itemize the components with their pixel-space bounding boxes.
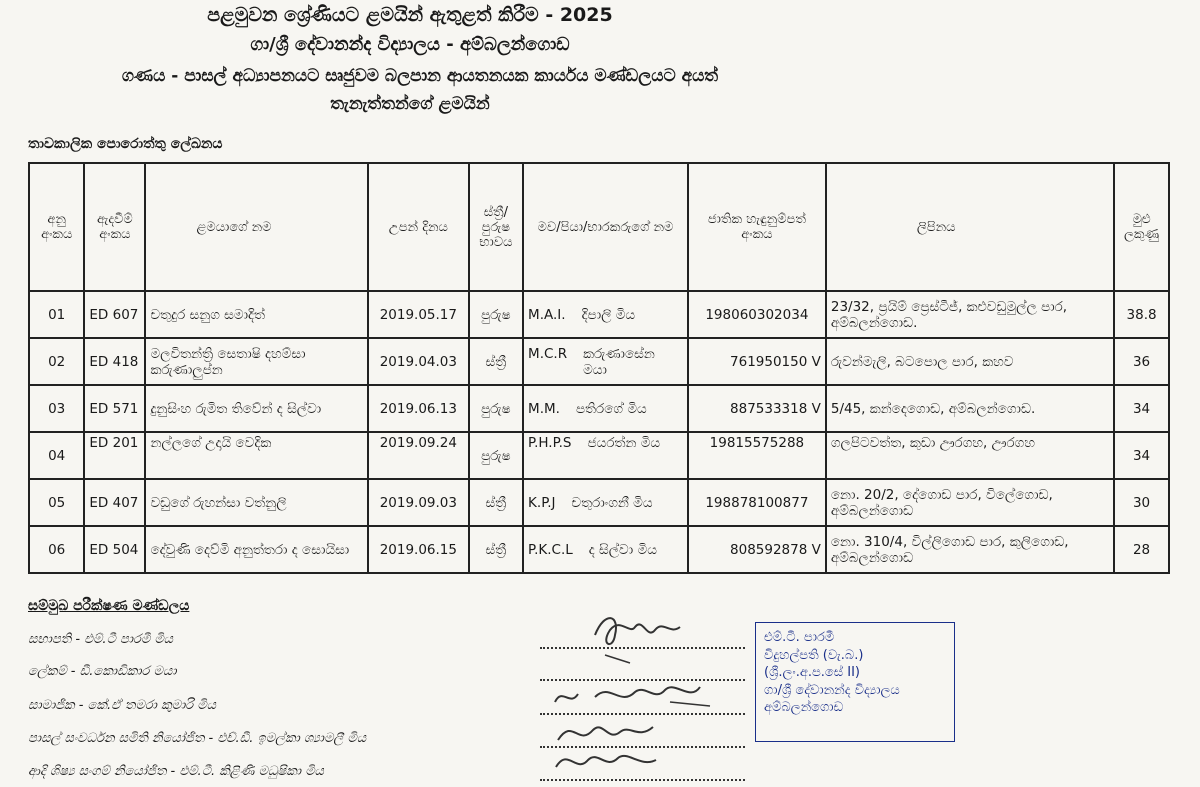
table-row xyxy=(29,432,1169,479)
cell-nic: 198060302034 xyxy=(688,291,826,338)
cell-no: 06 xyxy=(29,526,84,573)
parent-name: දිපාලි මිය xyxy=(581,306,636,323)
panel-title: සම්මුඛ පරීක්ෂණ මණ්ඩලය xyxy=(28,598,190,614)
cell-name: චතුදුර සනුග සමාදිත් xyxy=(145,291,368,338)
cell-name: දේවුණි දෙව්මි අනුත්තරා ද සොයිසා xyxy=(145,526,368,573)
header-parent: මව/පියා/භාරකරුගේ නම xyxy=(523,163,688,291)
parent-initials: P.K.C.L xyxy=(528,541,573,558)
cell-marks: 38.8 xyxy=(1114,291,1169,338)
panel-alumni-rep: ආදි ශිෂ්‍ය සංගම් නියෝජිත - එම්.ටී. කිළිණි මධුෂිකා මිය xyxy=(28,764,324,779)
cell-no: 05 xyxy=(29,479,84,526)
stamp-line: (ශ්‍රී.ලං.අ.ප.සේ II) xyxy=(764,665,860,681)
cell-adm: ED 504 xyxy=(84,526,145,573)
cell-no: 04 xyxy=(29,432,84,479)
cell-parent xyxy=(523,385,688,432)
cell-parent xyxy=(523,291,688,338)
parent-name: චතුරාංගනී මිය xyxy=(571,494,653,511)
doc-title: පළමුවන ශ්‍රේණියට ළමයින් ඇතුළත් කිරීම - 2025 xyxy=(207,4,613,26)
parent-initials: K.P.J xyxy=(528,494,556,511)
waiting-list-table xyxy=(28,162,1170,574)
cell-marks: 36 xyxy=(1114,338,1169,385)
principal-stamp xyxy=(755,622,955,742)
table-row xyxy=(29,479,1169,526)
category-line-2: තැනැත්තන්ගේ ළමයින් xyxy=(330,94,490,114)
header-adm: ඇදවීම් අංකය xyxy=(84,163,145,291)
signature-member xyxy=(550,672,720,717)
cell-dob: 2019.09.03 xyxy=(368,479,469,526)
parent-name: ද සිල්වා මිය xyxy=(588,541,657,558)
cell-address: 23/32, ප්‍රයිම් ප්‍රෙස්ටීජ්, කළුවඩුමුල්ල පාර, අම්බලන්ගොඩ. xyxy=(826,291,1114,338)
parent-initials: M.M. xyxy=(528,400,560,417)
cell-dob: 2019.09.24 xyxy=(368,432,469,479)
parent-name: පතිරගේ මිය xyxy=(575,400,647,417)
cell-address: 5/45, කන්දෙගොඩ, අම්බලන්ගොඩ. xyxy=(826,385,1114,432)
cell-name: දුනුසිංහ රුමිත තිවේන් ද සිල්වා xyxy=(145,385,368,432)
cell-adm: ED 571 xyxy=(84,385,145,432)
cell-dob: 2019.06.13 xyxy=(368,385,469,432)
cell-adm: ED 201 xyxy=(84,432,145,479)
cell-adm: ED 418 xyxy=(84,338,145,385)
cell-parent xyxy=(523,479,688,526)
panel-sdc-rep: පාසල් සංවර්ධන සමිති නියෝජිත - එච්.ඩී. ඉමල්කා ශ්‍යාමලී මිය xyxy=(28,731,367,746)
cell-sex: පුරුෂ xyxy=(469,385,523,432)
cell-no: 03 xyxy=(29,385,84,432)
header-nic: ජාතික හැඳුනුම්පත් අංකය xyxy=(688,163,826,291)
cell-marks: 30 xyxy=(1114,479,1169,526)
cell-name: මලවිතන්ත්‍රි සෙතාෂි දහම්සා කරුණාලුප්න xyxy=(145,338,368,385)
cell-sex: ස්ත්‍රී xyxy=(469,338,523,385)
header-no: අනු අංකය xyxy=(29,163,84,291)
parent-initials: M.A.I. xyxy=(528,306,566,323)
table-row xyxy=(29,338,1169,385)
cell-nic: 761950150 V xyxy=(688,338,826,385)
cell-no: 02 xyxy=(29,338,84,385)
cell-parent xyxy=(523,338,688,385)
cell-nic: 19815575288 xyxy=(688,432,826,479)
list-subtitle: තාවකාලික පොරොත්තු ලේඛනය xyxy=(28,136,223,152)
cell-nic: 198878100877 xyxy=(688,479,826,526)
cell-address: නො. 20/2, දේගොඩ පාර, විලේගොඩ, අම්බලන්ගොඩ xyxy=(826,479,1114,526)
cell-nic: 808592878 V xyxy=(688,526,826,573)
header-dob: උපන් දිනය xyxy=(368,163,469,291)
stamp-line: විදුහල්පති (වැ.බ.) xyxy=(764,647,864,663)
cell-parent xyxy=(523,432,688,479)
cell-no: 01 xyxy=(29,291,84,338)
cell-adm: ED 607 xyxy=(84,291,145,338)
parent-name: කරුණාසේන මයා xyxy=(583,345,655,378)
table-row xyxy=(29,291,1169,338)
parent-name: ජයරත්න මිය xyxy=(587,435,661,451)
cell-sex: ස්ත්‍රී xyxy=(469,526,523,573)
cell-adm: ED 407 xyxy=(84,479,145,526)
stamp-line: අම්බලන්ගොඩ xyxy=(764,700,844,716)
table-header-row xyxy=(29,163,1169,291)
category-line: ගණය - පාසල් අධ්‍යාපනයට සෘජුවම බලපාන ආයතනයක කාර්යය මණ්ඩලයට අයත් xyxy=(121,66,719,86)
cell-name: වඩුගේ රුහන්සා වත්නුලි xyxy=(145,479,368,526)
cell-marks: 34 xyxy=(1114,385,1169,432)
panel-member: සාමාජික - කේ.ඒ තමරා කුමාරි මිය xyxy=(28,698,216,713)
stamp-line: එම්.ටී. පාරමී xyxy=(764,630,835,645)
cell-sex: පුරුෂ xyxy=(469,291,523,338)
cell-sex: පුරුෂ xyxy=(469,432,523,479)
cell-nic: 887533318 V xyxy=(688,385,826,432)
cell-address: රුවන්මැලි, බටපොල පාර, කහව xyxy=(826,338,1114,385)
cell-dob: 2019.05.17 xyxy=(368,291,469,338)
cell-parent xyxy=(523,526,688,573)
header-sex: ස්ත්‍රී/ පුරුෂ භාවය xyxy=(469,163,523,291)
panel-secretary: ලේකම් - ඩී.කොඩිකාර මයා xyxy=(28,664,177,679)
panel-chair: සභාපති - එම්.ටී පාරමී මිය xyxy=(28,632,174,647)
table-row xyxy=(29,385,1169,432)
signature-alumni xyxy=(548,742,668,782)
header-marks: මුළු ලකුණු xyxy=(1114,163,1169,291)
cell-name: නල්ලගේ උදායි වෙදික xyxy=(145,432,368,479)
header-name: ළමයාගේ නම xyxy=(145,163,368,291)
cell-marks: 28 xyxy=(1114,526,1169,573)
header-address: ලිපිනය xyxy=(826,163,1114,291)
cell-dob: 2019.04.03 xyxy=(368,338,469,385)
cell-marks: 34 xyxy=(1114,432,1169,479)
school-name: ගා/ශ්‍රී දේවානන්ද විද්‍යාලය - අම්බලන්ගොඩ xyxy=(250,34,570,55)
parent-initials: M.C.R xyxy=(528,345,568,362)
table-row xyxy=(29,526,1169,573)
cell-dob: 2019.06.15 xyxy=(368,526,469,573)
cell-address: ගලපිටවත්ත, කුඩා ඌරගහ, ඌරගහ xyxy=(826,432,1114,479)
parent-initials: P.H.P.S xyxy=(528,435,572,451)
cell-sex: ස්ත්‍රී xyxy=(469,479,523,526)
signature-chair xyxy=(585,605,695,665)
cell-address: නො. 310/4, විල්ලිගොඩ පාර, කුලිගොඩ, අම්බලන්ගොඩ xyxy=(826,526,1114,573)
stamp-line: ගා/ශ්‍රී දේවානන්ද විද්‍යාලය xyxy=(764,682,900,698)
